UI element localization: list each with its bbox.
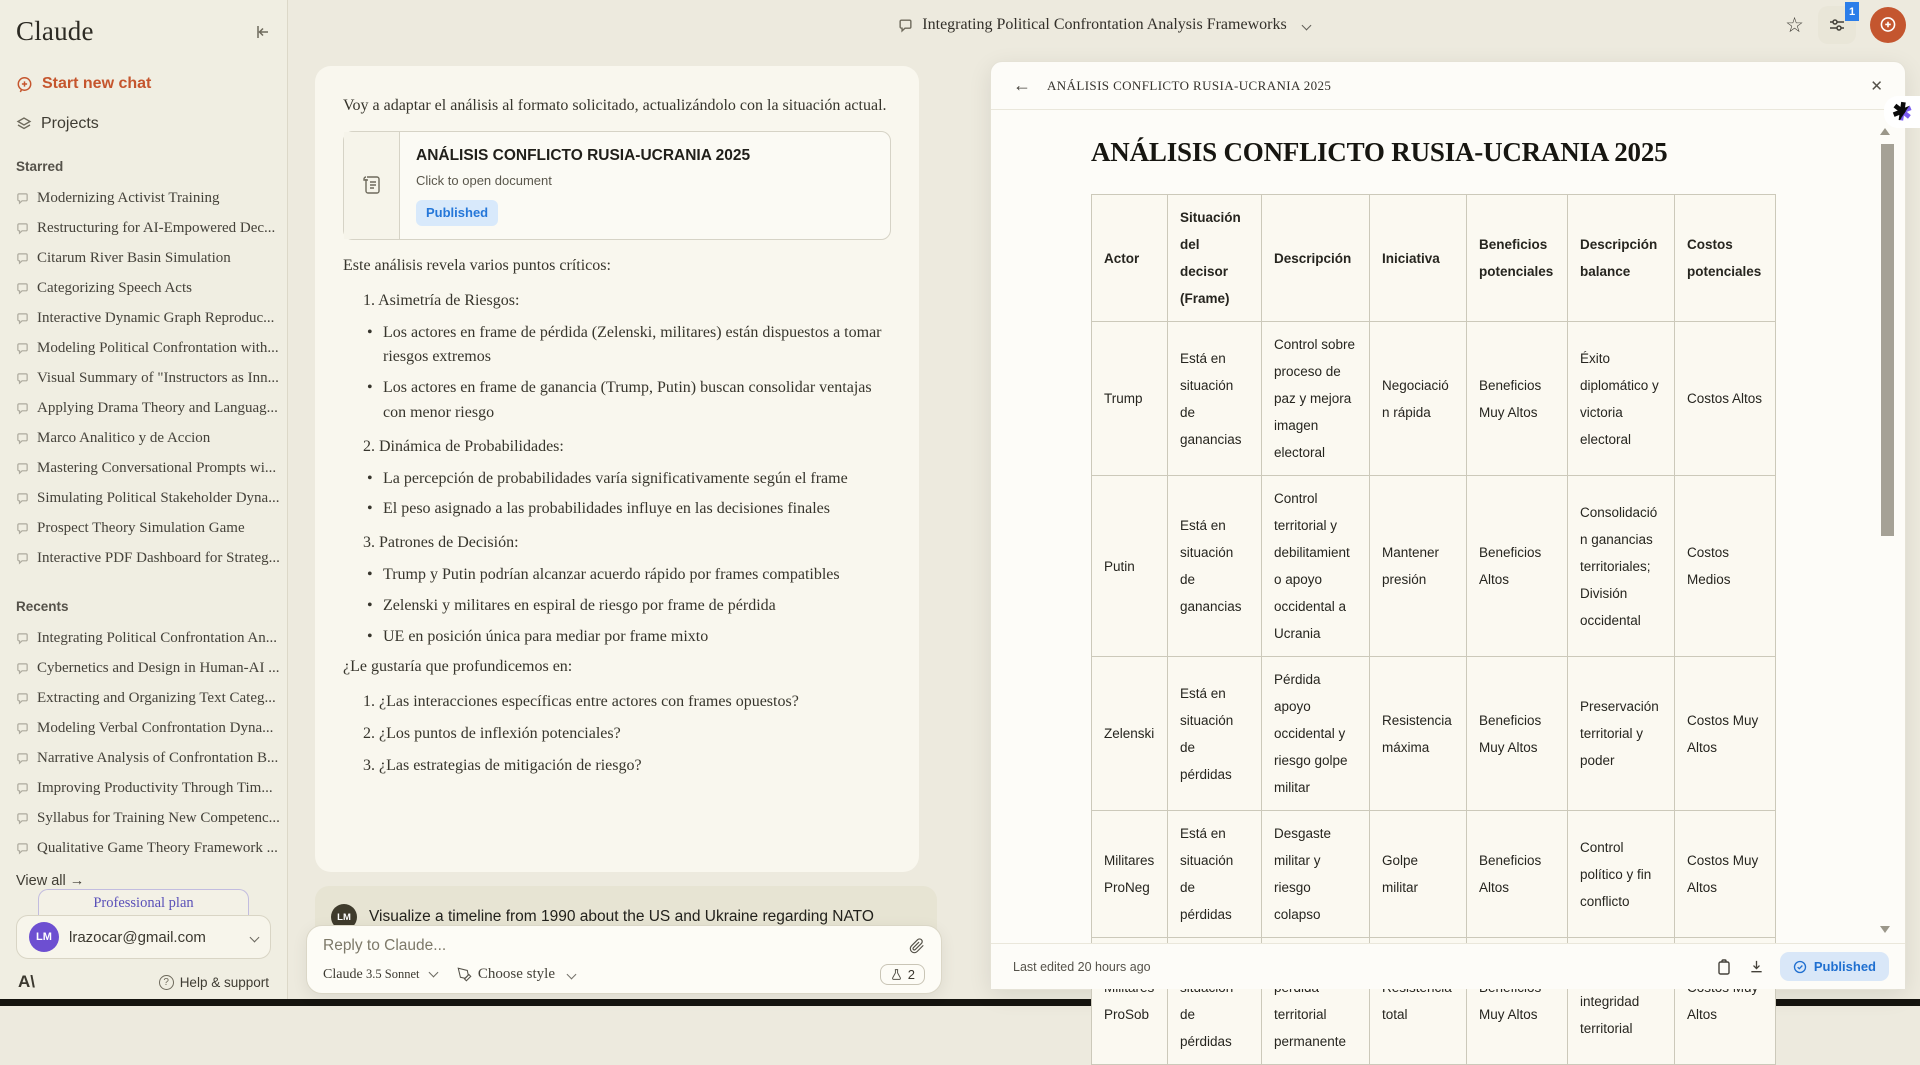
table-cell: Pérdida apoyo occidental y riesgo golpe militar	[1262, 657, 1370, 811]
chat-bubble-icon	[16, 312, 29, 325]
last-edited-label: Last edited 20 hours ago	[1013, 959, 1151, 974]
bullet-list	[343, 563, 891, 649]
chevron-down-icon	[1301, 20, 1311, 30]
table-cell: Control político y fin conflicto	[1568, 811, 1675, 938]
sidebar-item-chat[interactable]: Restructuring for AI-Empowered Dec...	[9, 213, 278, 243]
check-circle-icon	[1793, 960, 1807, 974]
table-cell: Preservación territorial y poder	[1568, 657, 1675, 811]
section-heading: 1. Asimetría de Riesgos:	[363, 291, 520, 309]
published-badge: Published	[416, 200, 498, 226]
table-cell: integridad territorial	[1568, 938, 1675, 1065]
anthropic-logo: A\	[18, 972, 35, 991]
table-cell: Costos Altos	[1675, 322, 1776, 476]
table-cell: Control territorial y debilitamiento apoyo occidental a Ucrania	[1262, 476, 1370, 657]
chat-bubble-icon	[16, 192, 29, 205]
user-message-text: Visualize a timeline from 1990 about the US and Ukraine regarding NATO	[369, 908, 874, 925]
chat-bubble-icon	[16, 782, 29, 795]
spark-cursor: ✱	[1884, 96, 1920, 128]
sidebar	[0, 0, 288, 1006]
projects-icon	[16, 116, 32, 132]
chat-bubble-icon	[16, 522, 29, 535]
bullet-item: • Zelenski y militares en espiral de riesgo por frame de pérdida	[343, 594, 891, 619]
document-title: ANÁLISIS CONFLICTO RUSIA-UCRANIA 2025	[1091, 137, 1668, 167]
conversation-title-menu[interactable]	[288, 16, 1920, 34]
section-heading: 3. Patrones de Decisión:	[363, 534, 519, 552]
assistant-paragraph: Voy a adaptar el análisis al formato solicitado, actualizándolo con la situación actual.	[343, 97, 887, 114]
sidebar-item-chat[interactable]: Cybernetics and Design in Human-AI ...	[9, 653, 278, 683]
artifact-header-title: ANÁLISIS CONFLICTO RUSIA-UCRANIA 2025	[1047, 77, 1332, 93]
chat-bubble-icon	[16, 722, 29, 735]
table-header-row	[1092, 195, 1776, 322]
conversation-title: Integrating Political Confrontation Analysis Frameworks	[922, 16, 1287, 33]
chat-bubble-icon	[16, 812, 29, 825]
account-email: lrazocar@gmail.com	[69, 928, 206, 946]
sidebar-item-chat[interactable]: Citarum River Basin Simulation	[9, 243, 278, 273]
chat-bubble-icon	[16, 432, 29, 445]
close-icon[interactable]: ✕	[1870, 77, 1883, 95]
artifact-card-subtitle: Click to open document	[416, 172, 552, 188]
chat-bubble-icon	[16, 462, 29, 475]
table-cell: Zelenski	[1092, 657, 1168, 811]
table-cell: ProSob	[1092, 938, 1168, 1065]
table-cell: Costos Medios	[1675, 476, 1776, 657]
chat-bubble-icon	[16, 402, 29, 415]
starred-label: Starred	[16, 159, 64, 174]
claude-logo: Claude	[16, 16, 94, 46]
bullet-item: • El peso asignado a las probabilidades influye en las decisiones finales	[343, 497, 891, 522]
usage-counter[interactable]: 2	[880, 964, 925, 985]
table-cell: Beneficios Muy Altos	[1467, 322, 1568, 476]
chevron-down-icon	[428, 968, 438, 978]
scroll-down-arrow[interactable]	[1880, 926, 1890, 933]
chat-bubble-icon	[16, 552, 29, 565]
table-cell: Beneficios Muy Altos	[1467, 657, 1568, 811]
table-cell: Control sobre proceso de paz y mejora imagen electoral	[1262, 322, 1370, 476]
back-arrow-icon[interactable]: ←	[1013, 75, 1031, 95]
bullet-list	[343, 321, 891, 426]
attach-paperclip-icon[interactable]	[909, 938, 925, 954]
sidebar-item-chat[interactable]: Narrative Analysis of Confrontation B...	[9, 743, 278, 773]
artifact-preview-card[interactable]	[343, 131, 891, 240]
chat-header	[288, 0, 1920, 52]
artifact-footer	[991, 943, 1905, 989]
table-cell: Militares ProNeg	[1092, 811, 1168, 938]
chat-bubble-icon	[16, 492, 29, 505]
question-item: ¿Los puntos de inflexión potenciales?	[379, 725, 621, 743]
table-header-cell: Beneficios potenciales	[1467, 195, 1568, 322]
chat-bubble-icon	[16, 692, 29, 705]
table-header-cell: Situación del decisor (Frame)	[1168, 195, 1262, 322]
chat-bubble-icon	[16, 222, 29, 235]
table-cell: Beneficios Altos	[1467, 811, 1568, 938]
table-cell: Beneficios Altos	[1467, 476, 1568, 657]
sidebar-item-chat[interactable]: Interactive PDF Dashboard for Strateg...	[9, 543, 278, 573]
sidebar-item-chat[interactable]: Modeling Verbal Confrontation Dyna...	[9, 713, 278, 743]
settings-sliders-button[interactable]	[1818, 6, 1856, 44]
question-list	[343, 690, 891, 778]
document-scroll-icon	[344, 132, 400, 239]
sidebar-item-chat[interactable]: Visual Summary of "Instructors as Inn...	[9, 363, 278, 393]
table-row	[1092, 657, 1776, 811]
bullet-item: • La percepción de probabilidades varía significativamente según el frame	[343, 467, 891, 492]
table-cell: Desgaste militar y riesgo colapso	[1262, 811, 1370, 938]
view-all-link[interactable]: View all →	[16, 873, 85, 889]
table-cell: Muy Altos	[1467, 938, 1568, 1065]
question-item: ¿Las interacciones específicas entre actores con frames opuestos?	[379, 693, 799, 711]
table-cell: Está en situación de pérdidas	[1168, 657, 1262, 811]
start-new-chat-button[interactable]: Start new chat	[16, 75, 271, 93]
sidebar-item-projects[interactable]: Projects	[16, 115, 271, 133]
style-selector[interactable]: Choose style	[457, 966, 575, 983]
table-cell: territorial permanente	[1262, 938, 1370, 1065]
table-cell: Costos Muy Altos	[1675, 811, 1776, 938]
plan-badge[interactable]: Professional plan	[38, 889, 249, 922]
sidebar-item-chat[interactable]: Prospect Theory Simulation Game	[9, 513, 278, 543]
assistant-paragraph: ¿Le gustaría que profundicemos en:	[343, 658, 573, 676]
flask-icon	[890, 968, 903, 981]
chat-bubble-icon	[16, 282, 29, 295]
star-icon[interactable]: ☆	[1785, 13, 1804, 37]
bullet-item: • Los actores en frame de pérdida (Zelenski, militares) están dispuestos a tomar riesgos extremos	[343, 321, 891, 371]
table-cell: Negociación rápida	[1370, 322, 1467, 476]
chat-bubble-icon	[898, 18, 913, 33]
notification-badge: 1	[1845, 2, 1859, 21]
table-header-cell: Actor	[1092, 195, 1168, 322]
table-cell: total	[1370, 938, 1467, 1065]
table-header-cell: Iniciativa	[1370, 195, 1467, 322]
table-cell: Costos Muy Altos	[1675, 657, 1776, 811]
download-icon[interactable]	[1749, 959, 1764, 974]
table-cell: Consolidación ganancias territoriales; División occidental	[1568, 476, 1675, 657]
starred-list	[16, 183, 280, 573]
analysis-table	[1091, 194, 1776, 1065]
chat-bubble-icon	[16, 252, 29, 265]
sidebar-item-chat[interactable]: Extracting and Organizing Text Categ...	[9, 683, 278, 713]
recents-list	[16, 623, 280, 863]
question-icon: ?	[159, 975, 174, 990]
chat-bubble-icon	[16, 662, 29, 675]
sidebar-item-chat[interactable]: Interactive Dynamic Graph Reproduc...	[9, 303, 278, 333]
bullet-item: • UE en posición única para mediar por frame mixto	[343, 625, 891, 650]
copy-icon[interactable]	[1717, 959, 1731, 975]
profile-avatar[interactable]	[1870, 7, 1906, 43]
table-cell: Está en situación de ganancias	[1168, 476, 1262, 657]
table-cell: Putin	[1092, 476, 1168, 657]
chevron-down-icon	[250, 932, 260, 942]
user-avatar: LM	[331, 904, 357, 930]
table-cell: de pérdidas	[1168, 938, 1262, 1065]
collapse-sidebar-icon[interactable]	[255, 24, 271, 40]
table-cell: Está en situación de ganancias	[1168, 322, 1262, 476]
assistant-paragraph: Este análisis revela varios puntos críticos:	[343, 257, 611, 275]
table-cell: Está en situación de pérdidas	[1168, 811, 1262, 938]
table-cell: Resistencia máxima	[1370, 657, 1467, 811]
table-cell: Trump	[1092, 322, 1168, 476]
scroll-up-arrow[interactable]	[1880, 128, 1890, 135]
sidebar-item-chat[interactable]: Modernizing Activist Training	[9, 183, 278, 213]
published-button[interactable]: Published	[1780, 952, 1889, 981]
help-support-link[interactable]: ? Help & support	[159, 975, 269, 990]
chat-bubble-icon	[16, 752, 29, 765]
chevron-down-icon	[567, 970, 577, 980]
bullet-list	[343, 467, 891, 523]
sidebar-item-chat[interactable]: Integrating Political Confrontation An...	[9, 623, 278, 653]
table-header-cell: Descripción	[1262, 195, 1370, 322]
sidebar-item-chat[interactable]: Modeling Political Confrontation with...	[9, 333, 278, 363]
artifact-panel	[990, 61, 1906, 1049]
table-header-cell: Costos potenciales	[1675, 195, 1776, 322]
sidebar-item-chat[interactable]: Syllabus for Training New Competenc...	[9, 803, 278, 833]
table-row	[1092, 811, 1776, 938]
avatar: LM	[29, 922, 59, 952]
sidebar-item-chat[interactable]: Categorizing Speech Acts	[9, 273, 278, 303]
reply-composer[interactable]	[306, 925, 942, 994]
table-cell: Mantener presión	[1370, 476, 1467, 657]
section-heading: 2. Dinámica de Probabilidades:	[363, 437, 564, 455]
reply-input[interactable]: Reply to Claude...	[323, 937, 447, 954]
bullet-item: • Trump y Putin podrían alcanzar acuerdo rápido por frames compatibles	[343, 563, 891, 588]
sidebar-item-chat[interactable]: Mastering Conversational Prompts wi...	[9, 453, 278, 483]
assistant-message	[315, 66, 919, 872]
bullet-item: • Los actores en frame de ganancia (Trump, Putin) buscan consolidar ventajas con menor riesgo	[343, 376, 891, 426]
account-menu[interactable]	[16, 915, 271, 959]
sidebar-item-chat[interactable]: Applying Drama Theory and Languag...	[9, 393, 278, 423]
chat-bubble-icon	[16, 372, 29, 385]
table-cell: Altos	[1675, 938, 1776, 1065]
scrollbar-thumb[interactable]	[1881, 144, 1894, 536]
chat-bubble-icon	[16, 342, 29, 355]
chat-bubble-icon	[16, 842, 29, 855]
recents-label: Recents	[16, 599, 69, 614]
sidebar-item-chat[interactable]: Improving Productivity Through Tim...	[9, 773, 278, 803]
table-row	[1092, 476, 1776, 657]
table-row	[1092, 322, 1776, 476]
new-chat-icon	[16, 76, 33, 93]
question-item: ¿Las estrategias de mitigación de riesgo?	[379, 756, 642, 774]
sidebar-item-chat[interactable]: Simulating Political Stakeholder Dyna...	[9, 483, 278, 513]
sidebar-item-chat[interactable]: Qualitative Game Theory Framework ...	[9, 833, 278, 863]
sidebar-item-chat[interactable]: Marco Analitico y de Accion	[9, 423, 278, 453]
table-cell: Golpe militar	[1370, 811, 1467, 938]
artifact-card-title: ANÁLISIS CONFLICTO RUSIA-UCRANIA 2025	[416, 146, 751, 164]
table-cell: Éxito diplomático y victoria electoral	[1568, 322, 1675, 476]
table-header-cell: Descripción balance	[1568, 195, 1675, 322]
pen-icon	[457, 967, 472, 982]
model-selector[interactable]: Claude 3.5 Sonnet	[323, 966, 437, 983]
chat-bubble-icon	[16, 632, 29, 645]
